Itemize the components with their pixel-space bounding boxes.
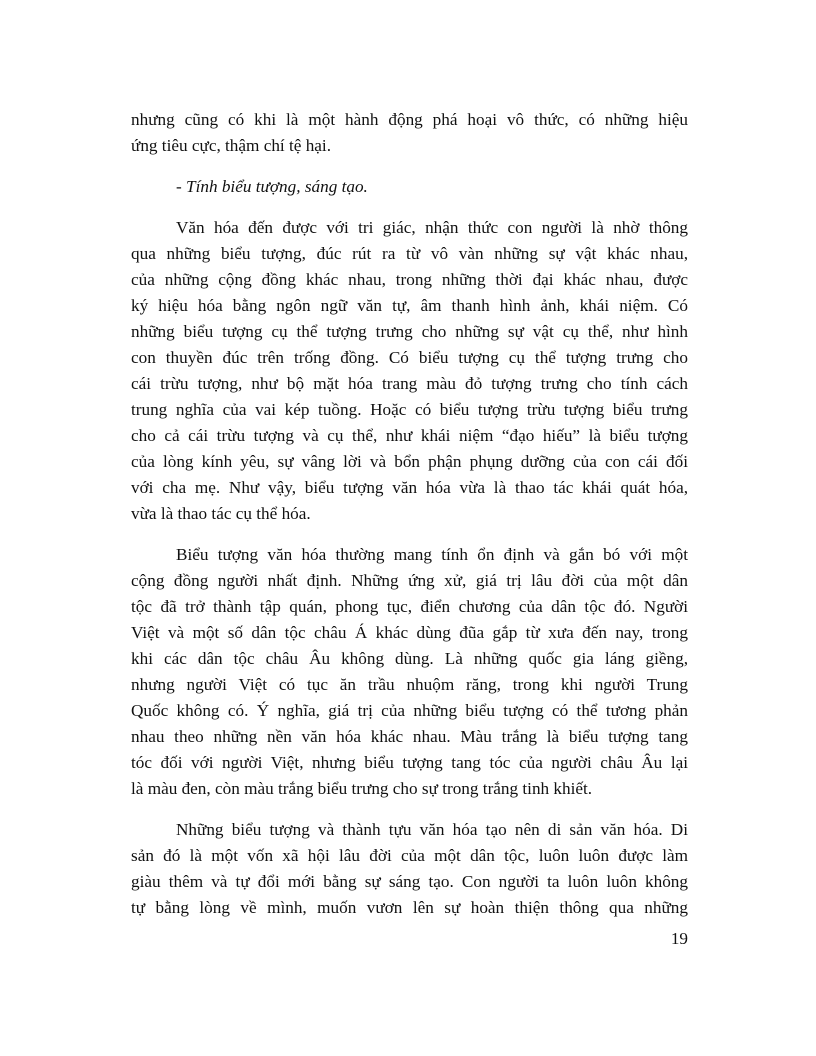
text-line: nhau theo những nền văn hóa khác nhau. Màu trắng là biểu tượng tang: [131, 727, 688, 746]
text-line: nhưng người Việt có tục ăn trầu nhuộm răng, trong khi người Trung: [131, 675, 688, 694]
section-subheading: [131, 174, 688, 200]
paragraph-stability: [131, 542, 688, 802]
text-line: là màu đen, còn màu trắng biểu trưng cho sự trong trắng tinh khiết.: [131, 779, 593, 798]
text-line: sản đó là một vốn xã hội lâu đời của một dân tộc, luôn luôn được làm: [131, 846, 688, 865]
text-line: nhưng cũng có khi là một hành động phá hoại vô thức, có những hiệu: [131, 110, 688, 129]
text-line: qua những biểu tượng, đúc rút ra từ vô vàn những sự vật khác nhau,: [131, 244, 688, 263]
text-line: khi các dân tộc châu Âu không dùng. Là những quốc gia láng giềng,: [131, 649, 688, 668]
text-line: Văn hóa đến được với tri giác, nhận thức con người là nhờ thông: [176, 218, 688, 237]
text-line: trung nghĩa của vai kép tuồng. Hoặc có biểu tượng trừu tượng biểu trưng: [131, 400, 688, 419]
text-line: Việt và một số dân tộc châu Á khác dùng đũa gắp từ xưa đến nay, trong: [131, 623, 688, 642]
text-line: những biểu tượng cụ thể tượng trưng cho những sự vật cụ thể, như hình: [131, 322, 688, 341]
text-line: với cha mẹ. Như vậy, biểu tượng văn hóa vừa là thao tác khái quát hóa,: [131, 478, 688, 497]
text-line: của lòng kính yêu, sự vâng lời và bổn phận phụng dưỡng của con cái đối: [131, 452, 688, 471]
page-body: [131, 107, 688, 921]
text-line: cái trừu tượng, như bộ mặt hóa trang màu đỏ tượng trưng cho tính cách: [131, 374, 688, 393]
page-number: 19: [670, 929, 688, 948]
text-line: Biểu tượng văn hóa thường mang tính ổn định và gắn bó với một: [176, 545, 688, 564]
text-line: tóc đối với người Việt, nhưng biểu tượng tang tóc của người châu Âu lại: [131, 753, 688, 772]
text-line: vừa là thao tác cụ thể hóa.: [131, 504, 311, 523]
text-line: cộng đồng người nhất định. Những ứng xử, giá trị lâu đời của một dân: [131, 571, 688, 590]
text-line: Những biểu tượng và thành tựu văn hóa tạo nên di sản văn hóa. Di: [176, 820, 688, 839]
text-line: cho cả cái trừu tượng và cụ thể, như khái niệm “đạo hiếu” là biểu tượng: [131, 426, 688, 445]
paragraph-heritage: [131, 817, 688, 921]
italic-heading: - Tính biểu tượng, sáng tạo.: [176, 177, 368, 196]
paragraph-symbolism: [131, 215, 688, 527]
text-line: tộc đã trở thành tập quán, phong tục, điển chương của dân tộc đó. Người: [131, 597, 688, 616]
paragraph-continuation: [131, 107, 688, 159]
text-line: ký hiệu hóa bằng ngôn ngữ văn tự, âm thanh hình ảnh, khái niệm. Có: [131, 296, 688, 315]
text-line: con thuyền đúc trên trống đồng. Có biểu tượng cụ thể tượng trưng cho: [131, 348, 688, 367]
text-line: Quốc không có. Ý nghĩa, giá trị của những biểu tượng có thể tương phản: [131, 701, 688, 720]
text-line: tự bằng lòng về mình, muốn vươn lên sự hoàn thiện thông qua những: [131, 898, 688, 917]
text-line: giàu thêm và tự đổi mới bằng sự sáng tạo. Con người ta luôn luôn không: [131, 872, 688, 891]
text-line: ứng tiêu cực, thậm chí tệ hại.: [131, 136, 331, 155]
text-line: của những cộng đồng khác nhau, trong những thời đại khác nhau, được: [131, 270, 688, 289]
